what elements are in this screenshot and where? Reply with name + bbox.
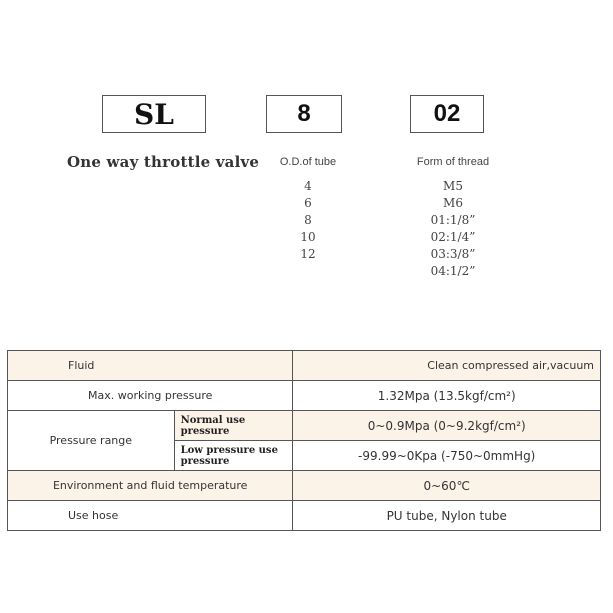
thread-option: 04:1/2”: [430, 264, 476, 278]
od-option: 4: [304, 179, 312, 193]
thread-header: Form of thread: [416, 156, 490, 168]
product-name: One way throttle valve: [67, 153, 260, 171]
thread-option: 01:1/8”: [430, 213, 476, 227]
od-code: 8: [297, 100, 311, 127]
od-option: 12: [300, 247, 316, 261]
thread-option: 03:3/8”: [430, 247, 476, 261]
series-code-box: [102, 95, 206, 133]
od-options-list: [268, 178, 348, 263]
thread-code: 02: [433, 100, 461, 127]
thread-options-list: [405, 178, 501, 280]
thread-option: M6: [443, 196, 463, 210]
pressure-range-label: Pressure range: [8, 411, 175, 471]
table-row: [8, 501, 601, 531]
low-pressure-value: -99.99~0Kpa (-750~0mmHg): [293, 441, 601, 471]
od-option: 8: [304, 213, 312, 227]
table-row: [8, 471, 601, 501]
hose-value: PU tube, Nylon tube: [293, 501, 601, 531]
low-pressure-label: Low pressure use pressure: [174, 441, 293, 471]
table-row: [8, 411, 601, 441]
normal-pressure-label: Normal use pressure: [174, 411, 293, 441]
fluid-label: Fluid: [8, 351, 293, 381]
od-code-box: [266, 95, 342, 133]
table-row: [8, 381, 601, 411]
od-option: 6: [304, 196, 312, 210]
series-code: SL: [134, 97, 174, 131]
thread-code-box: [410, 95, 484, 133]
env-temp-label: Environment and fluid temperature: [8, 471, 293, 501]
od-option: 10: [300, 230, 316, 244]
thread-option: 02:1/4”: [430, 230, 476, 244]
spec-table: [7, 350, 601, 531]
hose-label: Use hose: [8, 501, 293, 531]
env-temp-value: 0~60℃: [293, 471, 601, 501]
normal-pressure-value: 0~0.9Mpa (0~9.2kgf/cm²): [293, 411, 601, 441]
od-header: O.D.of tube: [279, 156, 337, 168]
thread-option: M5: [443, 179, 463, 193]
max-pressure-value: 1.32Mpa (13.5kgf/cm²): [293, 381, 601, 411]
fluid-value: Clean compressed air,vacuum: [293, 351, 601, 381]
max-pressure-label: Max. working pressure: [8, 381, 293, 411]
table-row: [8, 351, 601, 381]
